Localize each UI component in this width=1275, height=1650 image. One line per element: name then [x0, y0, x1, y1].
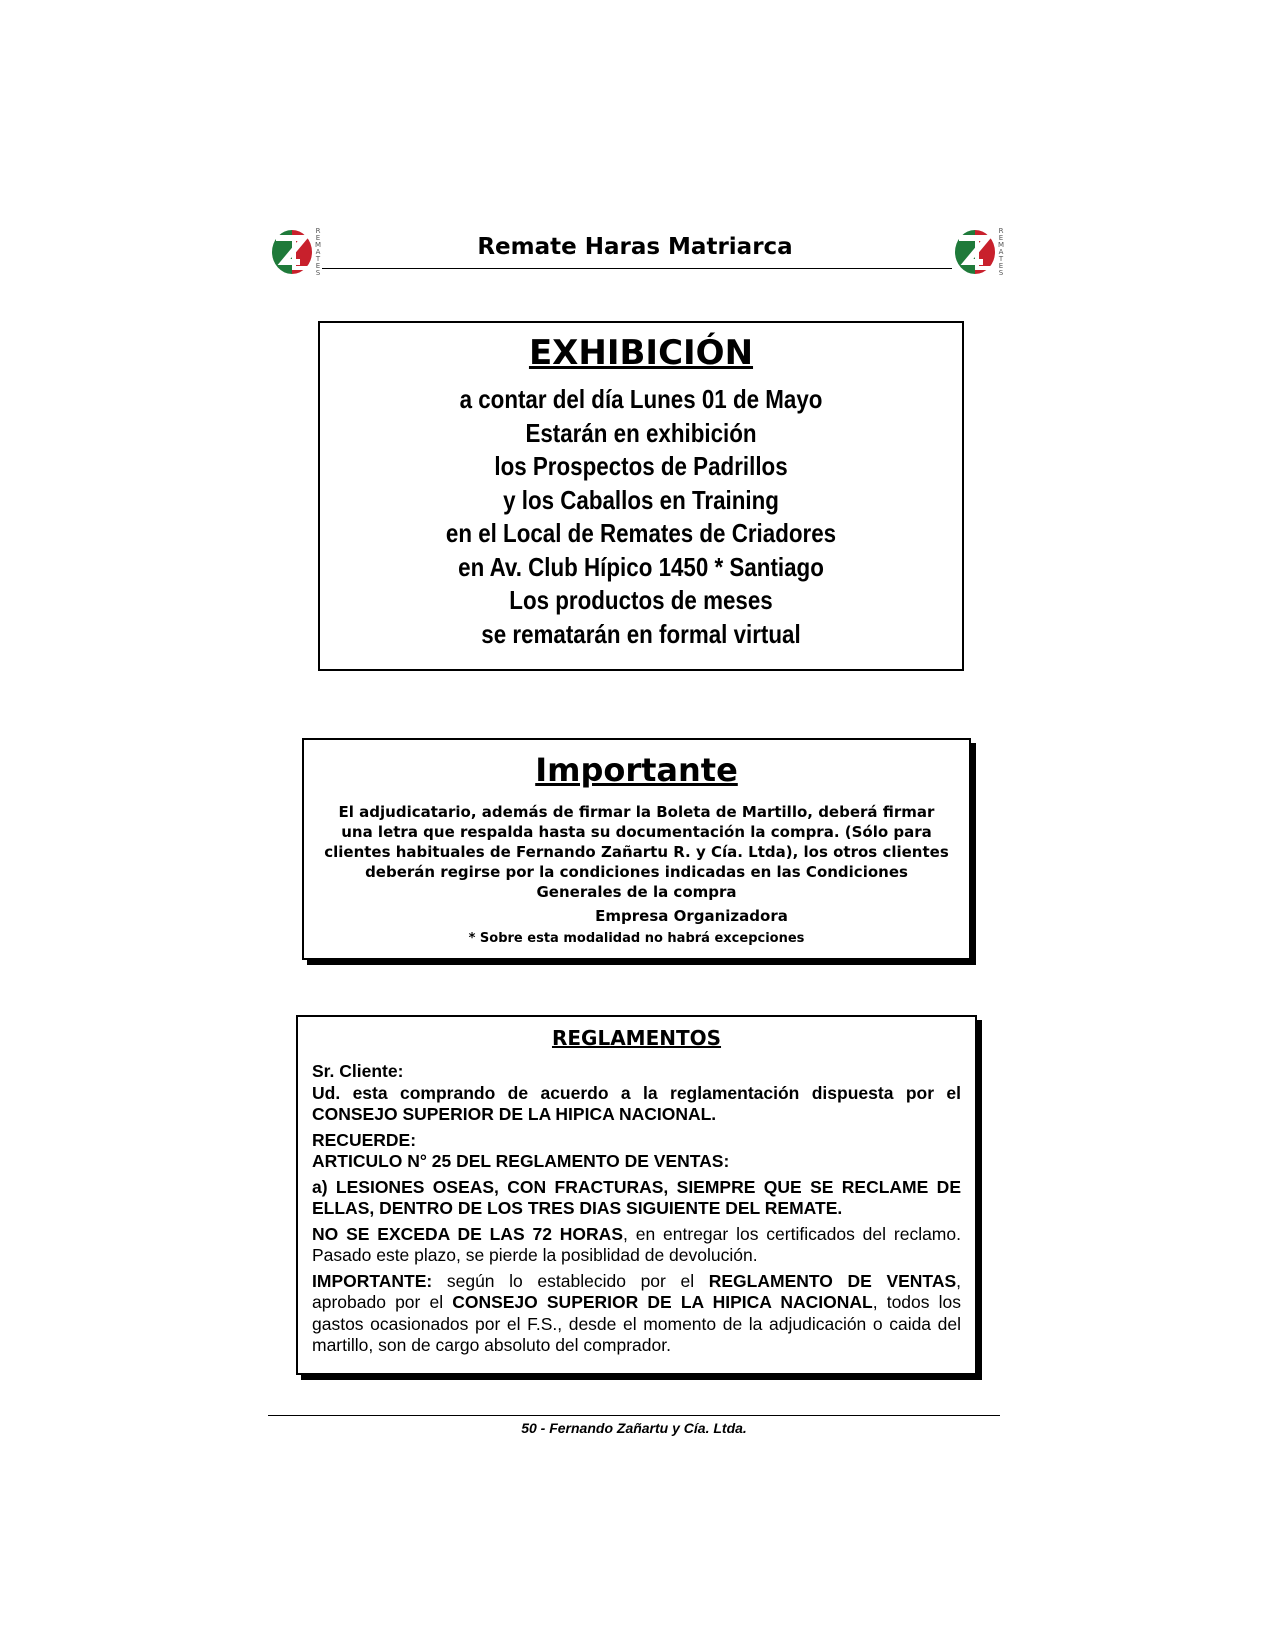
exhibicion-title: EXHIBICIÓN	[528, 333, 754, 373]
reglamentos-importante-text: , todos los gastos ocasionados por el F.S., desde el momento de la adjudicación o caida del martillo, son de cargo absoluto del comprador.	[312, 1292, 961, 1355]
exhibicion-line: se rematarán en formal virtual	[481, 618, 801, 649]
reglamentos-plazo-text: , en entregar los certificados del reclamo. Pasado este plazo, se pierde la posiblidad de devolución.	[312, 1223, 961, 1265]
exhibicion-line: los Prospectos de Padrillos	[494, 451, 788, 481]
logo-word: R E M A T E S	[314, 227, 322, 277]
reglamentos-importante-bold: REGLAMENTO DE VENTAS	[708, 1270, 957, 1291]
header-divider	[322, 268, 952, 269]
logo-word: R E M A T E S	[997, 227, 1005, 277]
exhibicion-box	[318, 321, 964, 671]
company-logo-right	[953, 228, 1005, 276]
reglamentos-importante-text: , aprobado por el	[312, 1270, 962, 1312]
exhibicion-line: a contar del día Lunes 01 de Mayo	[459, 384, 823, 414]
reglamentos-importante-bold: CONSEJO SUPERIOR DE LA HIPICA NACIONAL	[452, 1292, 873, 1312]
reglamentos-title: REGLAMENTOS	[551, 1026, 722, 1050]
importante-note: * Sobre esta modalidad no habrá excepciones	[468, 931, 805, 946]
page-footer: 50 - Fernando Zañartu y Cía. Ltda.	[521, 1420, 747, 1436]
reglamentos-plazo	[312, 1224, 961, 1267]
reglamentos-recuerde: RECUERDE:	[312, 1129, 417, 1150]
footer-divider	[268, 1415, 1000, 1416]
reglamentos-importante-label: IMPORTANTE:	[312, 1270, 433, 1291]
importante-organizer: Empresa Organizadora	[595, 907, 788, 925]
reglamentos-intro-bold: CONSEJO SUPERIOR DE LA HIPICA NACIONAL.	[312, 1104, 717, 1124]
exhibicion-line: y los Caballos en Training	[503, 484, 779, 515]
zr-logo-icon	[953, 228, 997, 276]
reglamentos-intro	[312, 1083, 961, 1126]
exhibicion-lines	[320, 383, 962, 651]
reglamentos-intro-text: Ud. esta comprando de acuerdo a la reglamentación dispuesta por el	[312, 1082, 961, 1103]
reglamentos-lesiones: a) LESIONES OSEAS, CON FRACTURAS, SIEMPRE QUE SE RECLAME DE ELLAS, DENTRO DE LOS TRES DIAS SIGUIENTE DEL REMATE.	[312, 1176, 961, 1218]
reglamentos-importante	[312, 1271, 961, 1357]
zr-logo-icon	[270, 228, 314, 276]
exhibicion-line: en Av. Club Hípico 1450 * Santiago	[458, 551, 824, 582]
reglamentos-box	[296, 1015, 977, 1375]
importante-title: Importante	[535, 751, 738, 789]
reglamentos-plazo-bold: NO SE EXCEDA DE LAS 72 HORAS	[312, 1223, 623, 1244]
importante-box	[302, 738, 971, 960]
page-header-title: Remate Haras Matriarca	[477, 234, 793, 260]
company-logo-left	[270, 228, 322, 276]
exhibicion-line: en el Local de Remates de Criadores	[445, 518, 837, 548]
importante-body: El adjudicatario, además de firmar la Boleta de Martillo, deberá firmar una letra que respalda hasta su documentación la compra. (Sólo para clientes habituales de Fernando Zañartu R. y Cía. Ltda), los otros clientes deberán regirse por la condiciones indicadas en las Condiciones Generales de la compra	[324, 803, 949, 901]
reglamentos-salutation: Sr. Cliente:	[312, 1061, 404, 1081]
reglamentos-importante-text: según lo establecido por el	[432, 1270, 709, 1291]
reglamentos-articulo: ARTICULO N° 25 DEL REGLAMENTO DE VENTAS:	[312, 1151, 730, 1171]
exhibicion-line: Los productos de meses	[509, 585, 773, 615]
exhibicion-line: Estarán en exhibición	[525, 417, 757, 448]
